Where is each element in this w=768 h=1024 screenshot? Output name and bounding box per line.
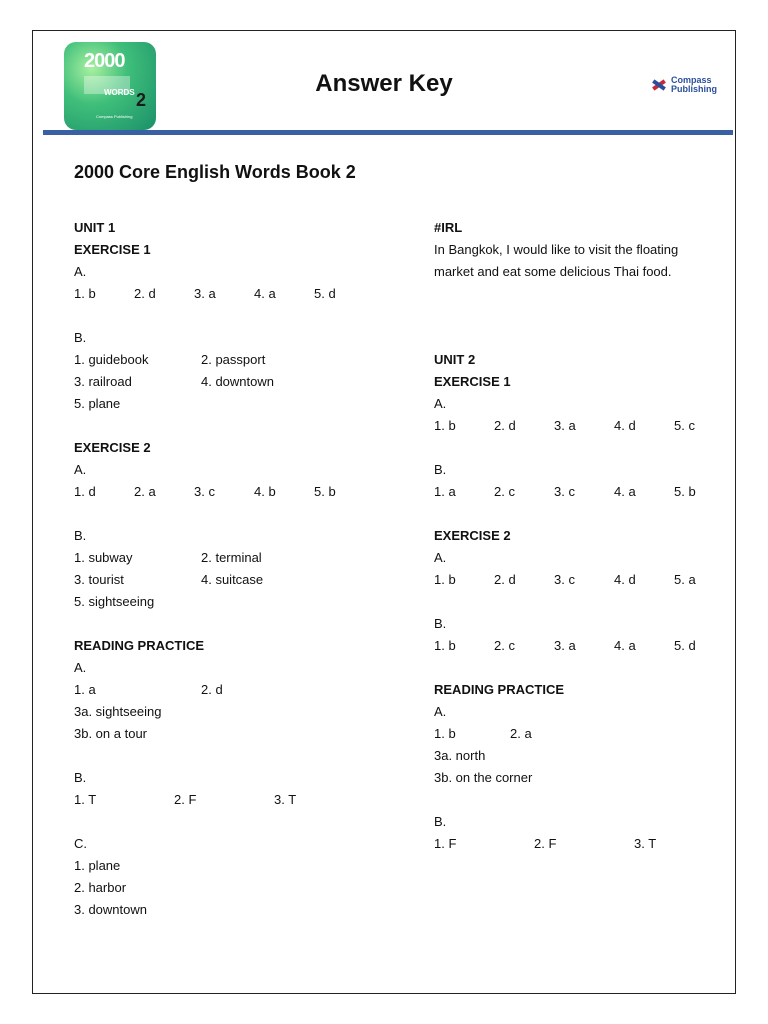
cover-words-text: WORDS <box>104 88 135 97</box>
section-label: A. <box>74 462 87 477</box>
answer: 2. c <box>494 638 515 653</box>
answer-row <box>74 283 394 305</box>
section-label: A. <box>74 660 87 675</box>
answer: 4. suitcase <box>201 572 264 587</box>
irl-text-line: In Bangkok, I would like to visit the floating <box>434 242 679 257</box>
compass-logo-icon <box>650 76 668 94</box>
answer: 3. a <box>554 418 576 433</box>
answer-row <box>434 569 724 591</box>
answer: 3. downtown <box>74 902 147 917</box>
book-subtitle: 2000 Core English Words Book 2 <box>74 162 356 182</box>
answer: 1. a <box>74 682 96 697</box>
header-rule <box>43 130 733 135</box>
page-title: Answer Key <box>315 70 453 97</box>
answer: 2. F <box>174 792 197 807</box>
unit2-column <box>434 217 724 855</box>
section-label: B. <box>434 814 447 829</box>
answer-row <box>74 481 394 503</box>
cover-publisher-text: Compass Publishing <box>96 114 133 119</box>
answer: 3. c <box>554 484 575 499</box>
section-label: B. <box>434 616 447 631</box>
answer: 3a. sightseeing <box>74 704 162 719</box>
cover-number: 2000 <box>84 50 125 72</box>
answer: 3. T <box>634 836 657 851</box>
answer: 4. a <box>254 286 276 301</box>
answer-row <box>434 481 724 503</box>
answer-row <box>74 349 394 371</box>
section-label: A. <box>434 396 447 411</box>
answer: 1. b <box>434 726 456 741</box>
unit-heading: UNIT 2 <box>434 352 476 367</box>
section-label: A. <box>74 264 87 279</box>
answer-row <box>434 635 724 657</box>
answer: 4. a <box>614 638 636 653</box>
reading-heading: READING PRACTICE <box>74 638 205 653</box>
answer-row <box>434 723 724 745</box>
answer: 3. c <box>194 484 215 499</box>
answer-row <box>74 789 394 811</box>
section-label: A. <box>434 550 447 565</box>
answer: 3b. on a tour <box>74 726 147 741</box>
publisher-logo-line2: Publishing <box>671 84 717 94</box>
answer-row <box>74 371 394 393</box>
unit1-column <box>74 217 394 921</box>
answer: 3. a <box>194 286 216 301</box>
answer-row <box>434 415 724 437</box>
answer: 1. subway <box>74 550 133 565</box>
section-label: A. <box>434 704 447 719</box>
exercise-heading: EXERCISE 2 <box>74 440 151 455</box>
answer: 5. d <box>674 638 696 653</box>
answer: 5. c <box>674 418 695 433</box>
answer: 4. d <box>614 418 636 433</box>
answer: 3a. north <box>434 748 486 763</box>
answer: 1. b <box>434 572 456 587</box>
irl-text-line: market and eat some delicious Thai food. <box>434 264 672 279</box>
cover-book-number: 2 <box>136 90 147 110</box>
irl-heading: #IRL <box>434 220 463 235</box>
answer: 1. guidebook <box>74 352 149 367</box>
unit-heading: UNIT 1 <box>74 220 116 235</box>
answer: 2. d <box>201 682 223 697</box>
publisher-logo <box>650 76 717 94</box>
answer-row <box>434 833 724 855</box>
answer: 5. b <box>314 484 336 499</box>
answer: 2. d <box>494 572 516 587</box>
publisher-logo-line1: Compass <box>671 75 712 85</box>
answer: 2. a <box>134 484 156 499</box>
exercise-heading: EXERCISE 1 <box>74 242 151 257</box>
answer: 5. b <box>674 484 696 499</box>
answer: 2. passport <box>201 352 266 367</box>
section-label: B. <box>74 770 87 785</box>
reading-heading: READING PRACTICE <box>434 682 565 697</box>
answer: 2. d <box>494 418 516 433</box>
answer: 5. sightseeing <box>74 594 155 609</box>
answer: 1. b <box>434 418 456 433</box>
answer: 1. T <box>74 792 97 807</box>
answer-row <box>74 547 394 569</box>
answer-row <box>74 679 394 701</box>
section-label: B. <box>74 528 87 543</box>
answer: 2. c <box>494 484 515 499</box>
answer: 3. T <box>274 792 297 807</box>
answer: 3. a <box>554 638 576 653</box>
section-label: B. <box>74 330 87 345</box>
answer: 2. a <box>510 726 532 741</box>
section-label: B. <box>434 462 447 477</box>
answer: 3. railroad <box>74 374 132 389</box>
answer: 5. a <box>674 572 696 587</box>
answer: 1. b <box>74 286 96 301</box>
exercise-heading: EXERCISE 1 <box>434 374 511 389</box>
answer: 4. b <box>254 484 276 499</box>
publisher-logo-text <box>671 76 717 94</box>
answer: 1. F <box>434 836 457 851</box>
answer: 4. downtown <box>201 374 274 389</box>
answer: 2. harbor <box>74 880 127 895</box>
answer: 3. tourist <box>74 572 124 587</box>
answer: 1. plane <box>74 858 121 873</box>
answer: 2. terminal <box>201 550 262 565</box>
answer: 1. a <box>434 484 456 499</box>
answer: 1. d <box>74 484 96 499</box>
answer: 3. c <box>554 572 575 587</box>
answer: 2. F <box>534 836 557 851</box>
answer: 3b. on the corner <box>434 770 533 785</box>
answer: 5. plane <box>74 396 121 411</box>
answer: 5. d <box>314 286 336 301</box>
answer: 2. d <box>134 286 156 301</box>
answer: 4. d <box>614 572 636 587</box>
section-label: C. <box>74 836 87 851</box>
answer: 4. a <box>614 484 636 499</box>
exercise-heading: EXERCISE 2 <box>434 528 511 543</box>
answer-row <box>74 569 394 591</box>
answer: 1. b <box>434 638 456 653</box>
